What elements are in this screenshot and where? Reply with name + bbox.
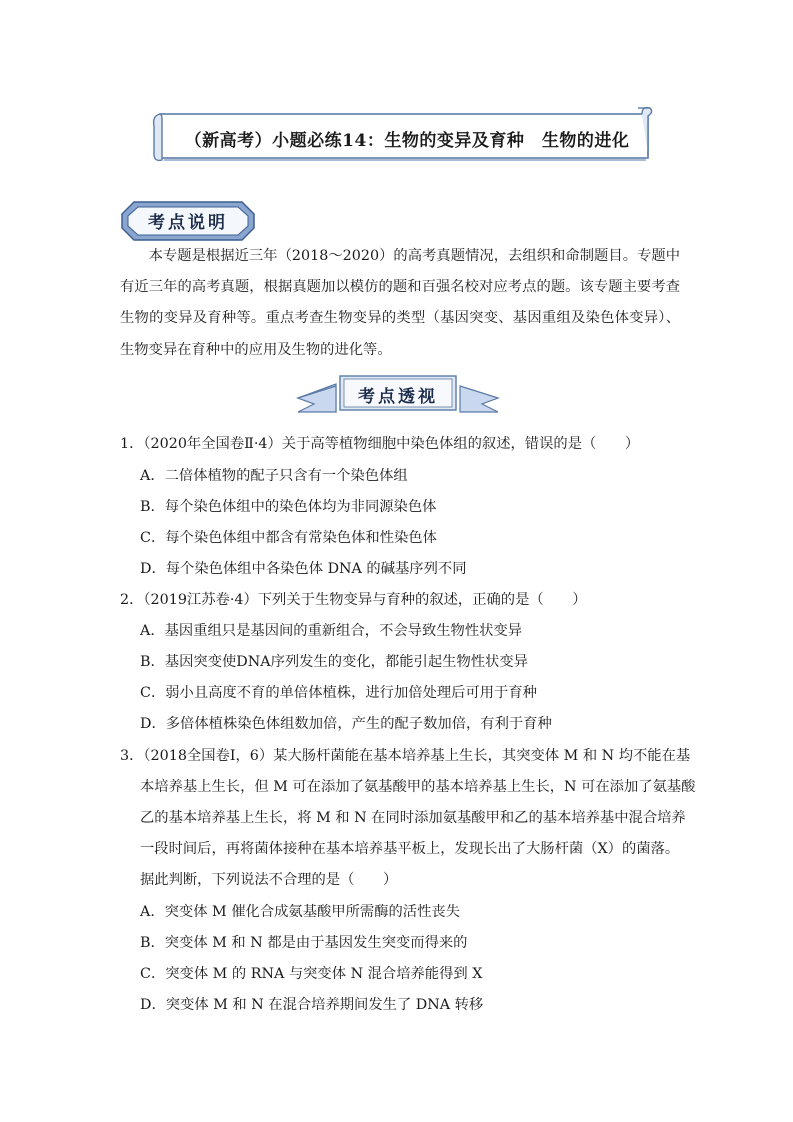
question-1-option-d: D．每个染色体组中各染色体 DNA 的碱基序列不同 [140,561,467,577]
question-3-stem-line-3: 乙的基本培养基上生长，将 M 和 N 在同时添加氨基酸甲和乙的基本培养基中混合培养 [140,810,686,826]
question-1-stem: 1．（2020年全国卷Ⅱ·4）关于高等植物细胞中染色体组的叙述，错误的是（ ） [120,436,640,452]
question-2-stem: 2．（2019江苏卷·4）下列关于生物变异与育种的叙述，正确的是（ ） [120,592,587,608]
question-1-option-c: C．每个染色体组中都含有常染色体和性染色体 [140,530,437,546]
badge-label: 考点说明 [148,213,228,233]
question-3-option-c: C．突变体 M 的 RNA 与突变体 N 混合培养能得到 X [140,966,483,982]
intro-paragraph: 本专题是根据近三年（2018～2020）的高考真题情况，去组织和命制题目。专题中有近三年的高考真题，根据真题加以模仿的题和百强名校对应考点的题。该专题主要考查生物的变异及育种等。重点考查生物变异的类型（基因突变、基因重组及染色体变异）、生物变异在育种中的应用及生物的进化等。 [120,248,680,358]
section-ribbon-analysis [296,374,500,414]
question-2-option-c: C．弱小且高度不育的单倍体植株，进行加倍处理后可用于育种 [140,685,537,701]
question-3-stem-line-4: 一段时间后，再将菌体接种在基本培养基平板上，发现长出了大肠杆菌（X）的菌落。 [140,841,680,857]
question-3-option-b: B．突变体 M 和 N 都是由于基因发生突变而得来的 [140,935,468,951]
question-3-stem-line-5: 据此判断，下列说法不合理的是（ ） [140,872,398,888]
question-1-option-b: B．每个染色体组中的染色体均为非同源染色体 [140,499,437,515]
question-3-option-d: D．突变体 M 和 N 在混合培养期间发生了 DNA 转移 [140,997,484,1013]
title-banner [150,104,655,166]
question-3-option-a: A．突变体 M 催化合成氨基酸甲所需酶的活性丧失 [140,904,460,920]
question-2-option-a: A．基因重组只是基因间的重新组合，不会导致生物性状变异 [140,623,523,639]
question-1-option-a: A．二倍体植物的配子只含有一个染色体组 [140,468,408,484]
question-2-option-b: B．基因突变使DNA序列发生的变化，都能引起生物性状变异 [140,654,528,670]
section-badge-explanation [120,200,256,242]
page-title: （新高考）小题必练14：生物的变异及育种 生物的进化 [184,131,630,151]
question-2-option-d: D．多倍体植株染色体组数加倍，产生的配子数加倍，有利于育种 [140,716,552,732]
ribbon-label: 考点透视 [358,387,438,407]
question-3-stem-line-2: 本培养基上生长，但 M 可在添加了氨基酸甲的基本培养基上生长，N 可在添加了氨基酸 [140,779,696,795]
question-3-stem-line-1: 3．（2018全国卷Ⅰ，6）某大肠杆菌能在基本培养基上生长，其突变体 M 和 N 均不能在基 [120,748,691,764]
